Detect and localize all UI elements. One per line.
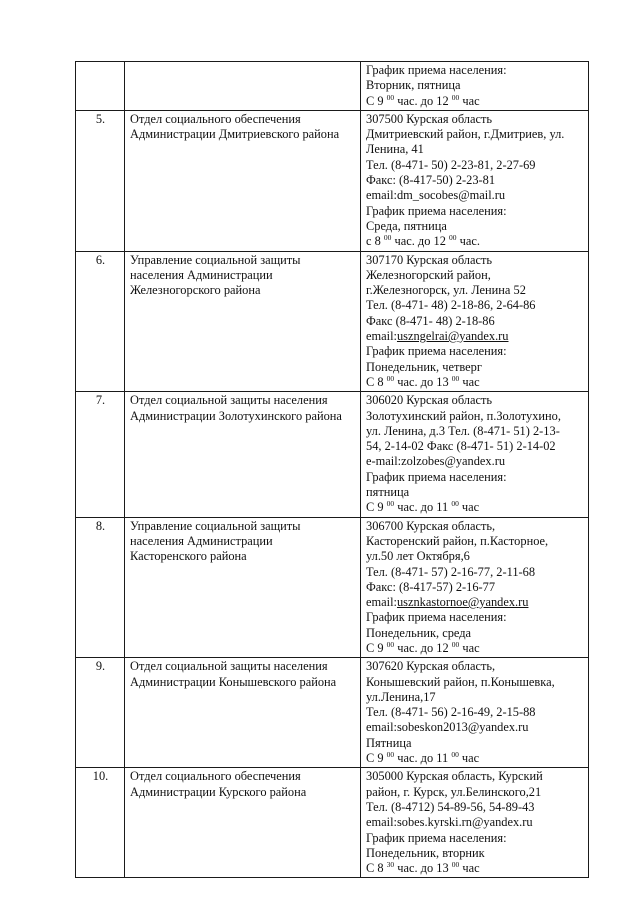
contact-info-line — [366, 690, 584, 705]
table-row — [76, 392, 589, 517]
contact-info-line — [366, 219, 584, 234]
time-minutes-superscript: 00 — [449, 233, 457, 243]
contact-info-cell — [361, 658, 589, 768]
contact-info-line — [366, 815, 584, 830]
table-row — [76, 517, 589, 658]
contact-info-line — [366, 409, 584, 424]
contact-info-line — [366, 485, 584, 500]
row-number: 8. — [76, 517, 125, 658]
table-body — [76, 62, 589, 878]
text-segment: ул.50 лет Октября,6 — [366, 549, 470, 564]
organization-name-line: Администрации Курского района — [130, 784, 307, 799]
text-segment: Понедельник, вторник — [366, 845, 485, 860]
row-number — [76, 62, 125, 111]
text-segment: час. до 12 — [394, 93, 452, 108]
table-row — [76, 658, 589, 768]
text-segment: с 8 — [366, 234, 384, 249]
text-segment: С 9 — [366, 751, 387, 766]
text-segment: Факс: (8-417-50) 2-23-81 — [366, 173, 496, 188]
contact-info-line — [366, 831, 584, 846]
contact-info-line — [366, 268, 584, 283]
contact-info-line — [366, 470, 584, 485]
text-segment: 307620 Курская область, — [366, 659, 496, 674]
text-segment: Тел. (8-471- 50) 2-23-81, 2-27-69 — [366, 157, 536, 172]
text-segment: График приема населения: — [366, 830, 507, 845]
contact-info-line — [366, 127, 584, 142]
contact-info-line — [366, 360, 584, 375]
contact-info-line — [366, 158, 584, 173]
organization-cell — [125, 392, 361, 517]
contact-info-line — [366, 112, 584, 127]
text-segment: Среда, пятница — [366, 218, 447, 233]
contact-info-line — [366, 580, 584, 595]
time-minutes-superscript: 00 — [451, 750, 459, 760]
text-segment: час. до 11 — [394, 500, 452, 515]
organization-name-line: населения Администрации — [130, 267, 273, 282]
contact-info-line — [366, 846, 584, 861]
organization-name-line: Железногорского района — [130, 283, 261, 298]
text-segment: Железногорский район, — [366, 267, 491, 282]
text-segment: 307170 Курская область — [366, 252, 493, 267]
time-minutes-superscript: 00 — [451, 92, 460, 102]
social-offices-table — [75, 61, 589, 878]
text-segment: Касторенский район, п.Касторное, — [366, 533, 549, 548]
contact-info-line — [366, 94, 584, 109]
text-segment: 305000 Курская область, Курский — [366, 769, 543, 784]
text-segment: График приема населения: — [366, 469, 507, 484]
time-minutes-superscript: 00 — [451, 499, 459, 509]
contact-info-line — [366, 439, 584, 454]
row-number: 7. — [76, 392, 125, 517]
contact-info-cell — [361, 62, 589, 111]
text-segment: Факс (8-471- 48) 2-18-86 — [366, 313, 495, 328]
table-row — [76, 110, 589, 251]
contact-info-line — [366, 329, 584, 344]
text-segment: Ленина, 41 — [366, 142, 424, 157]
contact-info-line — [366, 736, 584, 751]
contact-info-line — [366, 641, 584, 656]
contact-info-line — [366, 283, 584, 298]
contact-info-line — [366, 549, 584, 564]
organization-name-line: Отдел социального обеспечения — [130, 111, 301, 126]
email-link: uszngelrai@yandex.ru — [396, 329, 509, 344]
contact-info-line — [366, 565, 584, 580]
text-segment: email:sobeskon2013@yandex.ru — [366, 720, 529, 735]
contact-info-line — [366, 142, 584, 157]
text-segment: С 8 — [366, 861, 387, 876]
organization-name-line: Касторенского района — [130, 549, 247, 564]
text-segment: 306020 Курская область — [366, 393, 493, 408]
contact-info-line — [366, 344, 584, 359]
contact-info-line — [366, 675, 584, 690]
time-minutes-superscript: 00 — [383, 233, 392, 243]
text-segment: email: — [366, 329, 397, 344]
organization-name-line: населения Администрации — [130, 533, 273, 548]
contact-info-line — [366, 314, 584, 329]
text-segment: час. до 12 — [394, 640, 452, 655]
organization-name-line: Администрации Дмитриевского района — [130, 127, 340, 142]
organization-cell — [125, 110, 361, 251]
text-segment: ул. Ленина, д.3 Тел. (8-471- 51) 2-13- — [366, 423, 560, 438]
text-segment: Тел. (8-471- 57) 2-16-77, 2-11-68 — [366, 564, 536, 579]
time-minutes-superscript: 00 — [386, 92, 395, 102]
row-number: 6. — [76, 251, 125, 392]
contact-info-line — [366, 173, 584, 188]
row-number: 5. — [76, 110, 125, 251]
contact-info-line — [366, 751, 584, 766]
organization-cell — [125, 658, 361, 768]
organization-name-line: Администрации Конышевского района — [130, 674, 337, 689]
contact-info-line — [366, 861, 584, 876]
text-segment: час. до 11 — [394, 751, 452, 766]
time-minutes-superscript: 00 — [451, 639, 460, 649]
contact-info-line — [366, 595, 584, 610]
text-segment: район, г. Курск, ул.Белинского,21 — [366, 784, 542, 799]
text-segment: час. до 13 — [394, 374, 452, 389]
text-segment: Факс: (8-417-57) 2-16-77 — [366, 579, 496, 594]
organization-name-line: Управление социальной защиты — [130, 518, 301, 533]
contact-info-line — [366, 626, 584, 641]
contact-info-line — [366, 375, 584, 390]
row-number: 10. — [76, 768, 125, 878]
text-segment: Понедельник, среда — [366, 625, 472, 640]
time-minutes-superscript: 00 — [386, 499, 395, 509]
text-segment: Золотухинский район, п.Золотухино, — [366, 408, 561, 423]
time-minutes-superscript: 00 — [386, 639, 395, 649]
text-segment: С 9 — [366, 500, 387, 515]
contact-info-line — [366, 610, 584, 625]
text-segment: С 8 — [366, 374, 387, 389]
time-minutes-superscript: 00 — [451, 860, 460, 870]
text-segment: Пятница — [366, 735, 412, 750]
contact-info-line — [366, 393, 584, 408]
table-row — [76, 768, 589, 878]
contact-info-cell — [361, 392, 589, 517]
text-segment: ул.Ленина,17 — [366, 689, 436, 704]
organization-name-line: Управление социальной защиты — [130, 252, 301, 267]
organization-cell — [125, 768, 361, 878]
text-segment: г.Железногорск, ул. Ленина 52 — [366, 283, 526, 298]
contact-info-line — [366, 659, 584, 674]
time-minutes-superscript: 00 — [451, 373, 460, 383]
contact-info-cell — [361, 110, 589, 251]
text-segment: час — [459, 93, 480, 108]
contact-info-line — [366, 78, 584, 93]
contact-info-line — [366, 63, 584, 78]
organization-cell — [125, 517, 361, 658]
organization-cell — [125, 251, 361, 392]
text-segment: 54, 2-14-02 Факс (8-471- 51) 2-14-02 — [366, 439, 556, 454]
text-segment: С 9 — [366, 93, 387, 108]
organization-cell — [125, 62, 361, 111]
contact-info-line — [366, 705, 584, 720]
row-number: 9. — [76, 658, 125, 768]
contact-info-line — [366, 720, 584, 735]
text-segment: 307500 Курская область — [366, 111, 493, 126]
contact-info-line — [366, 188, 584, 203]
text-segment: час — [458, 751, 480, 766]
contact-info-line — [366, 298, 584, 313]
contact-info-line — [366, 253, 584, 268]
contact-info-cell — [361, 251, 589, 392]
organization-name-line: Отдел социального обеспечения — [130, 769, 301, 784]
text-segment: График приема населения: — [366, 344, 507, 359]
text-segment: пятница — [366, 485, 410, 500]
text-segment: час. до 12 — [391, 234, 449, 249]
text-segment: час — [459, 861, 480, 876]
table-row — [76, 62, 589, 111]
contact-info-line — [366, 785, 584, 800]
text-segment: Конышевский район, п.Конышевка, — [366, 674, 555, 689]
text-segment: 306700 Курская область, — [366, 518, 496, 533]
text-segment: Тел. (8-471- 48) 2-18-86, 2-64-86 — [366, 298, 536, 313]
text-segment: email: — [366, 595, 397, 610]
email-link: usznkastornoe@yandex.ru — [396, 595, 529, 610]
contact-info-line — [366, 534, 584, 549]
text-segment: email:dm_socobes@mail.ru — [366, 188, 506, 203]
organization-name-line: Отдел социальной защиты населения — [130, 393, 328, 408]
organization-name-line: Отдел социальной защиты населения — [130, 659, 328, 674]
text-segment: График приема населения: — [366, 63, 507, 77]
text-segment: час. — [456, 234, 480, 249]
contact-info-line — [366, 424, 584, 439]
contact-info-line — [366, 204, 584, 219]
time-minutes-superscript: 30 — [386, 860, 395, 870]
text-segment: Понедельник, четверг — [366, 359, 482, 374]
time-minutes-superscript: 00 — [386, 750, 395, 760]
contact-info-line — [366, 500, 584, 515]
text-segment: час — [459, 374, 480, 389]
text-segment: График приема населения: — [366, 203, 507, 218]
contact-info-cell — [361, 517, 589, 658]
text-segment: час. до 13 — [394, 861, 452, 876]
contact-info-cell — [361, 768, 589, 878]
organization-name-line: Администрации Золотухинского района — [130, 408, 342, 423]
contact-info-line — [366, 519, 584, 534]
text-segment: Тел. (8-4712) 54-89-56, 54-89-43 — [366, 799, 535, 814]
contact-info-line — [366, 454, 584, 469]
table-row — [76, 251, 589, 392]
contact-info-line — [366, 234, 584, 249]
contact-info-line — [366, 800, 584, 815]
text-segment: Вторник, пятница — [366, 78, 461, 93]
text-segment: час — [458, 500, 480, 515]
text-segment: Дмитриевский район, г.Дмитриев, ул. — [366, 127, 565, 142]
text-segment: График приема населения: — [366, 610, 507, 625]
text-segment: час — [459, 640, 480, 655]
text-segment: С 9 — [366, 640, 387, 655]
text-segment: Тел. (8-471- 56) 2-16-49, 2-15-88 — [366, 705, 536, 720]
text-segment: email:sobes.kyrski.rn@yandex.ru — [366, 815, 533, 830]
time-minutes-superscript: 00 — [386, 373, 395, 383]
contact-info-line — [366, 769, 584, 784]
text-segment: e-mail:zolzobes@yandex.ru — [366, 454, 506, 469]
